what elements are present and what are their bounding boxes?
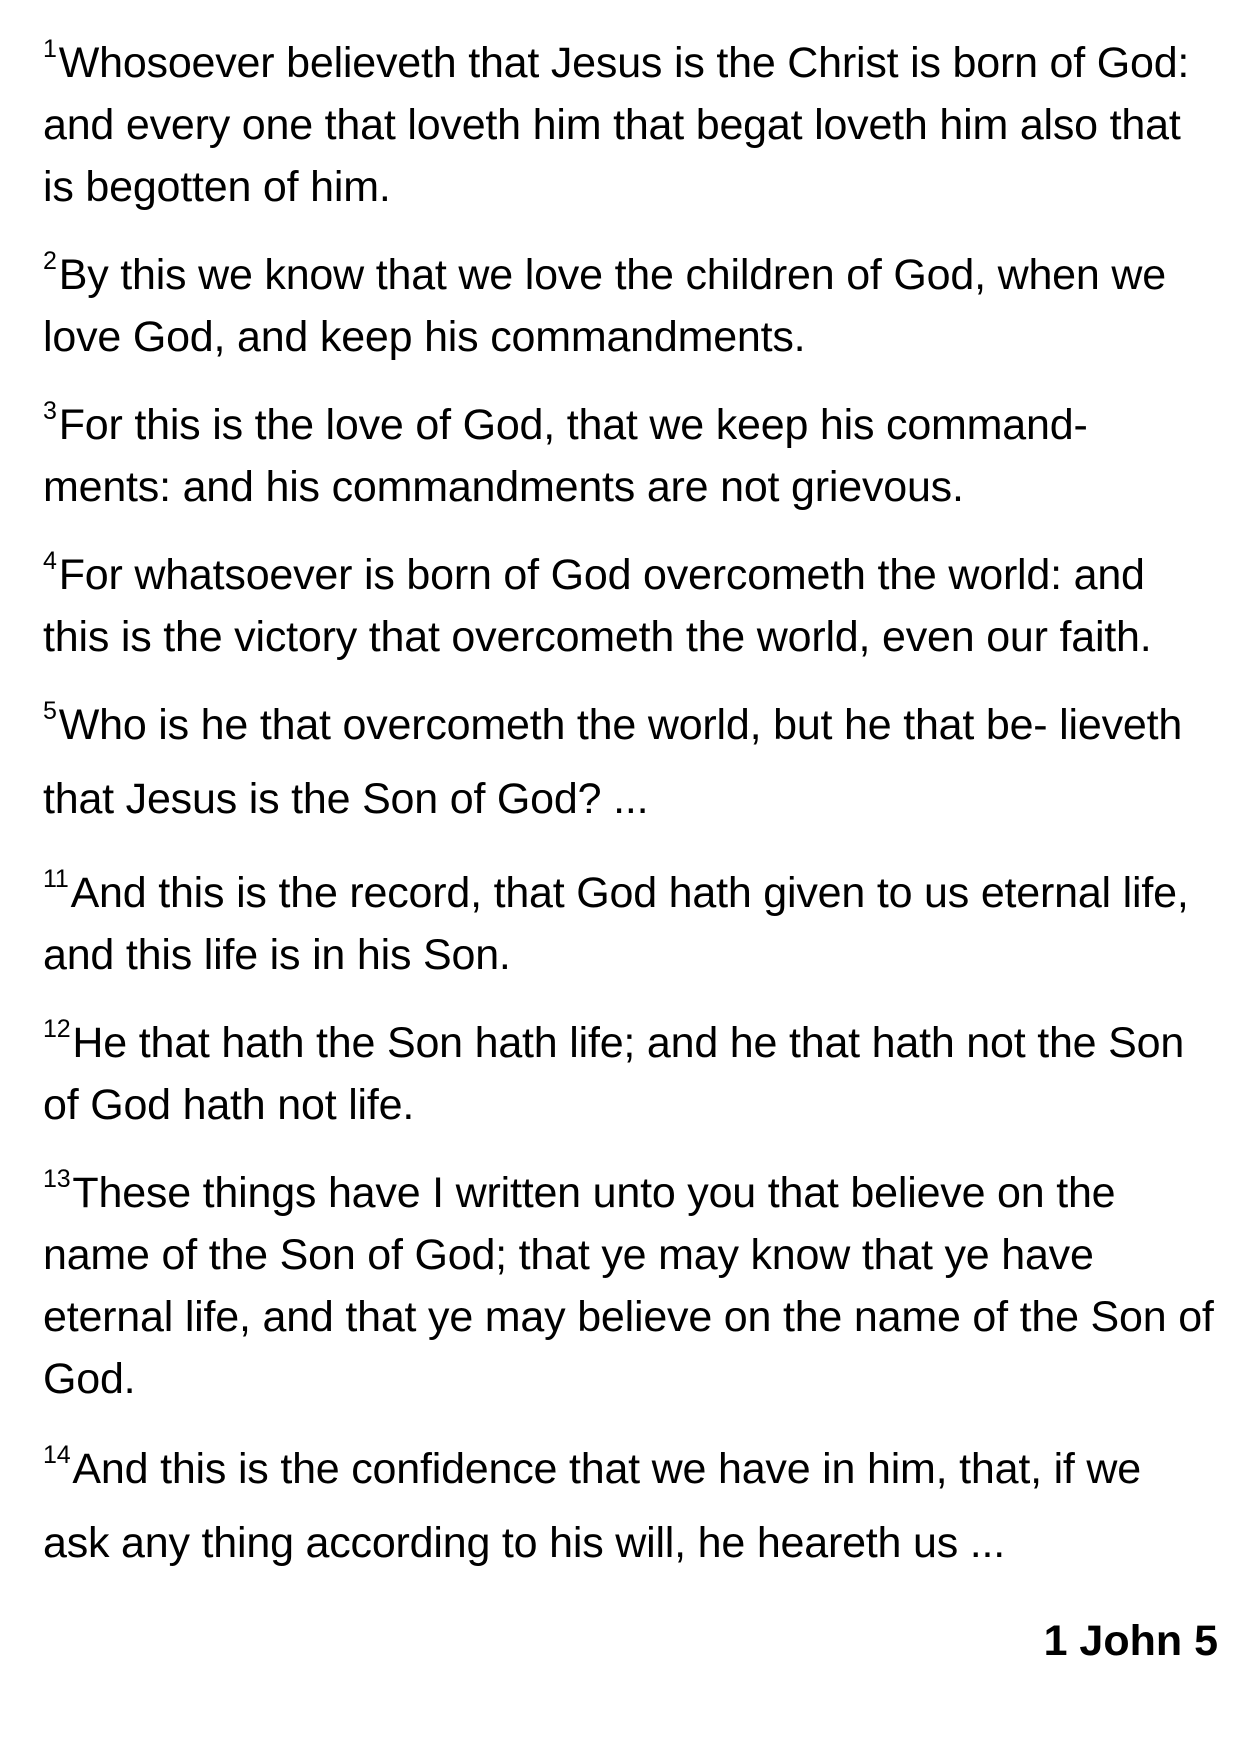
verse-3 xyxy=(43,394,1218,518)
verse-number: 1 xyxy=(43,35,57,63)
verse-4 xyxy=(43,544,1218,668)
verse-text: And this is the confidence that we have in him, that, if we ask any thing according to his will, he heareth us ... xyxy=(43,1445,1141,1567)
verse-11 xyxy=(43,862,1218,986)
verse-text: These things have I written unto you that believe on the name of the Son of God; that ye may know that ye have eternal life, and that ye may believe on the name of the Son of God. xyxy=(43,1169,1214,1403)
verse-number: 2 xyxy=(43,247,57,275)
verse-text: He that hath the Son hath life; and he that hath not the Son of God hath not life. xyxy=(43,1019,1185,1129)
verse-1 xyxy=(43,32,1218,218)
verse-text: Who is he that overcometh the world, but he that be- lieveth that Jesus is the Son of God? ... xyxy=(43,701,1183,823)
scripture-reference: 1 John 5 xyxy=(1043,1617,1218,1665)
verse-number: 13 xyxy=(43,1165,71,1193)
verse-5 xyxy=(43,688,1218,836)
verse-number: 14 xyxy=(43,1441,71,1469)
verse-number: 5 xyxy=(43,697,57,725)
verse-text: Whosoever believeth that Jesus is the Christ is born of God: and every one that loveth him that begat loveth him also that is begotten of him. xyxy=(43,39,1190,211)
scripture-page xyxy=(43,32,1218,1606)
verse-12 xyxy=(43,1012,1218,1136)
verse-number: 3 xyxy=(43,397,57,425)
verse-number: 12 xyxy=(43,1015,71,1043)
verse-13 xyxy=(43,1162,1218,1410)
verse-text: For this is the love of God, that we keep his command- ments: and his commandments are not grievous. xyxy=(43,401,1088,511)
verse-text: And this is the record, that God hath given to us eternal life, and this life is in his Son. xyxy=(43,869,1189,979)
verse-14 xyxy=(43,1432,1218,1580)
verse-number: 4 xyxy=(43,547,57,575)
verse-text: For whatsoever is born of God overcometh the world: and this is the victory that overcometh the world, even our faith. xyxy=(43,551,1152,661)
verse-2 xyxy=(43,244,1218,368)
verse-number: 11 xyxy=(43,865,69,893)
verse-text: By this we know that we love the children of God, when we love God, and keep his commandments. xyxy=(43,251,1166,361)
